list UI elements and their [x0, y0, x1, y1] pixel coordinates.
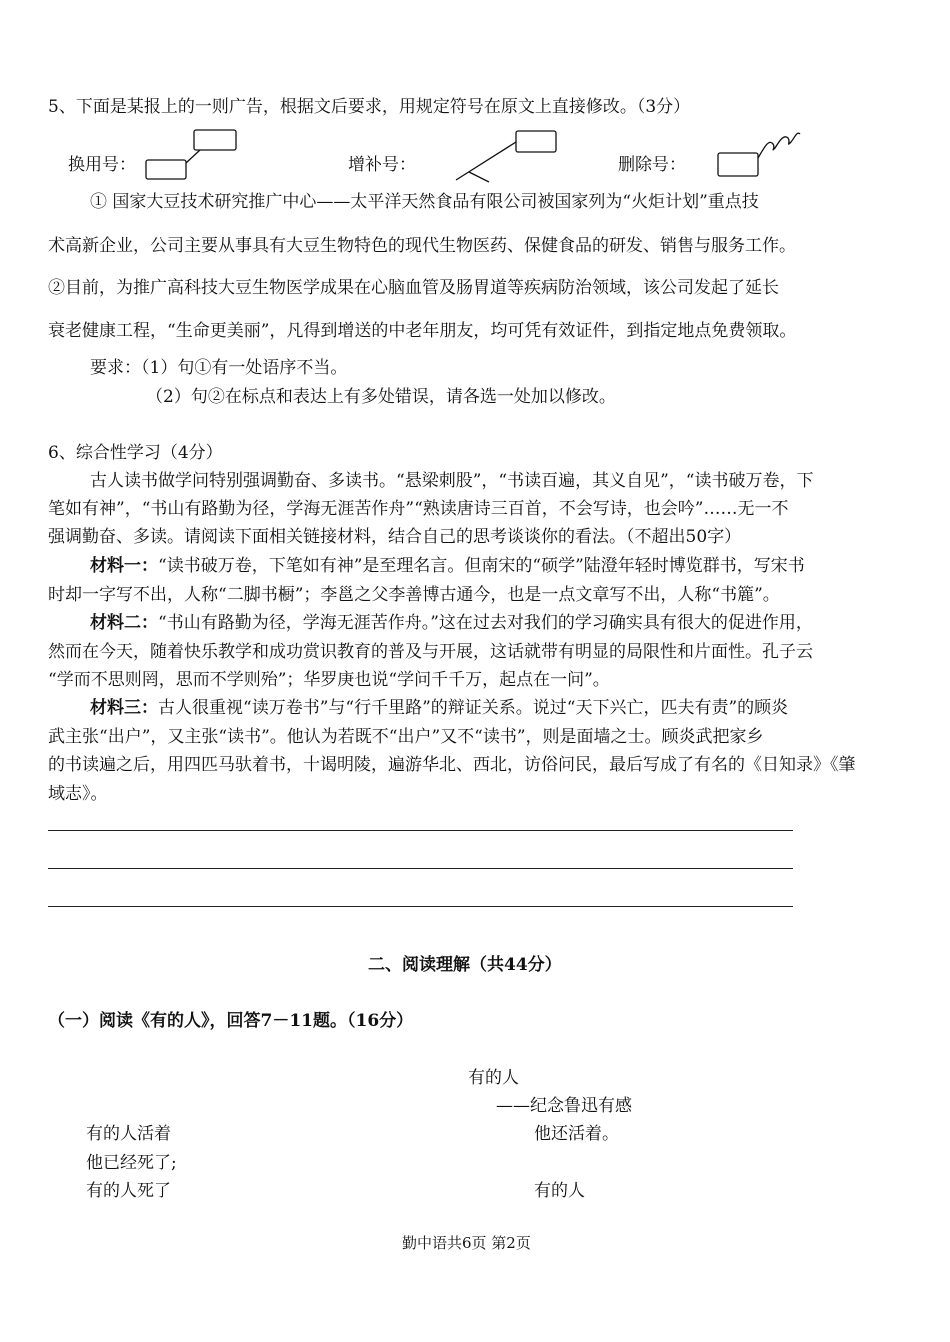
poem-left-line-3: 有的人死了 [86, 1181, 171, 1201]
poem-right-line-2: 有的人 [534, 1181, 585, 1201]
answer-line-1[interactable] [48, 830, 793, 831]
ad-line-3: ②目前，为推广高科技大豆生物医学成果在心脑血管及肠胃道等疾病防治领域，该公司发起了延长 [48, 278, 779, 298]
replace-symbol-label: 换用号： [68, 155, 136, 175]
poem-title: 有的人 [468, 1068, 519, 1088]
delete-mark-icon [718, 133, 800, 176]
page-footer: 勤中语共6页 第2页 [402, 1234, 531, 1252]
q6-intro-line-3: 强调勤奋、多读。请阅读下面相关链接材料，结合自己的思考谈谈你的看法。（不超出50字） [48, 527, 742, 547]
ad-line-2: 术高新企业，公司主要从事具有大豆生物特色的现代生物医药、保健食品的研发、销售与服务工作。 [48, 236, 796, 256]
q6-title: 6、综合性学习（4分） [48, 443, 223, 463]
poem-right-line-1: 他还活着。 [534, 1124, 619, 1144]
q6-intro-line-1: 古人读书做学问特别强调勤奋、多读书。“悬梁刺股”，“书读百遍，其义自见”，“读书破万卷，下 [90, 471, 814, 491]
material-1-label: 材料一： [90, 556, 158, 576]
ad-line-1: ① 国家大豆技术研究推广中心——太平洋天然食品有限公司被国家列为“火炬计划”重点技 [90, 192, 759, 212]
material-3-line-2: 武主张“出户”，又主张“读书”。他认为若既不“出户”又不“读书”，则是面墙之士。顾炎武把家乡 [48, 727, 764, 747]
insert-symbol-label: 增补号： [348, 155, 416, 175]
insert-mark-icon [456, 131, 556, 182]
material-3-line-1 [90, 697, 788, 719]
answer-line-3[interactable] [48, 906, 793, 907]
material-2-text: “书山有路勤为径，学海无涯苦作舟。”这在过去对我们的学习确实具有很大的促进作用， [158, 613, 813, 633]
material-1-text: “读书破万卷，下笔如有神”是至理名言。但南宋的“硕学”陆澄年轻时博览群书，写宋书 [158, 556, 805, 576]
material-2-label: 材料二： [90, 613, 158, 633]
answer-line-2[interactable] [48, 868, 793, 869]
section-2-heading: 二、阅读理解（共44分） [368, 955, 562, 975]
material-3-line-4: 域志》。 [48, 784, 108, 804]
q6-intro-line-2: 笔如有神”，“书山有路勤为径，学海无涯苦作舟”“熟读唐诗三百首，不会写诗，也会吟”……无一不 [48, 499, 789, 519]
material-3-text: 古人很重视“读万卷书”与“行千里路”的辩证关系。说过“天下兴亡，匹夫有责”的顾炎 [158, 698, 789, 718]
material-3-line-3: 的书读遍之后，用四匹马驮着书，十谒明陵，遍游华北、西北，访俗问民，最后写成了有名的《日知录》《肇 [48, 755, 856, 775]
poem-left-line-2: 他已经死了; [86, 1153, 177, 1173]
material-1-line-1 [90, 555, 805, 577]
section-2-subheading: （一）阅读《有的人》，回答7－11题。（16分） [48, 1011, 414, 1031]
material-3-label: 材料三： [90, 698, 158, 718]
material-2-line-1 [90, 612, 813, 634]
q5-requirement-1: 要求：（1）句①有一处语序不当。 [90, 358, 348, 378]
replace-mark-icon [146, 130, 236, 179]
ad-line-4: 衰老健康工程，“生命更美丽”，凡得到增送的中老年朋友，均可凭有效证件，到指定地点免费领取。 [48, 321, 797, 341]
q5-title: 5、下面是某报上的一则广告，根据文后要求，用规定符号在原文上直接修改。（3分） [48, 97, 691, 117]
material-1-line-2: 时却一字写不出，人称“二脚书橱”；李邕之父李善博古通今，也是一点文章写不出，人称“书簏”。 [48, 585, 780, 605]
delete-symbol-label: 删除号： [618, 155, 686, 175]
q5-requirement-2: （2）句②在标点和表达上有多处错误，请各选一处加以修改。 [146, 387, 616, 407]
material-2-line-3: “学而不思则罔，思而不学则殆”；华罗庚也说“学问千千万，起点在一问”。 [48, 670, 610, 690]
poem-subtitle: ——纪念鲁迅有感 [496, 1096, 632, 1116]
material-2-line-2: 然而在今天，随着快乐教学和成功赏识教育的普及与开展，这话就带有明显的局限性和片面性。孔子云 [48, 642, 813, 662]
poem-left-line-1: 有的人活着 [86, 1124, 171, 1144]
